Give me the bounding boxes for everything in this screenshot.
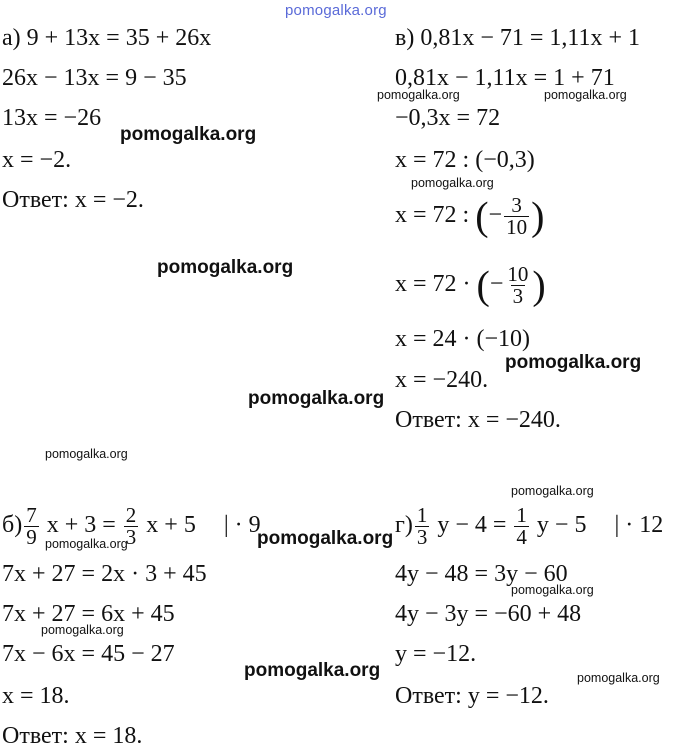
problem-v-answer: Ответ: x = −240. [395, 407, 561, 433]
fraction-denominator: 3 [125, 524, 137, 549]
problem-g-line-2: 4y − 48 = 3y − 60 [395, 561, 568, 587]
watermark: pomogalka.org [248, 388, 385, 409]
problem-v-line-3: −0,3x = 72 [395, 105, 501, 131]
problem-b-line-1 [2, 500, 261, 550]
fraction-7-9 [24, 502, 39, 549]
fraction-1-3 [415, 502, 430, 549]
open-paren: ( [475, 193, 489, 239]
problem-b-line-2: 7x + 27 = 2x · 3 + 45 [2, 561, 207, 587]
watermark: pomogalka.org [41, 623, 124, 637]
problem-g-label: г) [395, 512, 413, 538]
watermark: pomogalka.org [577, 671, 660, 685]
problem-g-mid: y − 4 = [437, 512, 507, 538]
close-paren: ) [532, 262, 546, 308]
problem-b-line-4: 7x − 6x = 45 − 27 [2, 641, 175, 667]
watermark: pomogalka.org [411, 176, 494, 190]
watermark: pomogalka.org [377, 88, 460, 102]
watermark: pomogalka.org [511, 583, 594, 597]
problem-a-line-1: а) 9 + 13x = 35 + 26x [2, 25, 212, 51]
watermark: pomogalka.org [505, 352, 642, 373]
problem-a-line-2: 26x − 13x = 9 − 35 [2, 65, 187, 91]
fraction-denominator: 10 [506, 214, 528, 239]
watermark: pomogalka.org [257, 528, 394, 549]
watermark-top: pomogalka.org [285, 2, 387, 19]
problem-b-line-5: x = 18. [2, 683, 70, 709]
close-paren: ) [531, 193, 545, 239]
watermark: pomogalka.org [45, 537, 128, 551]
problem-v-line-5: x = 72 : (− $\frac{3}{10}$ ) [395, 192, 545, 239]
fraction-numerator: 2 [125, 502, 137, 527]
problem-v-line-1: в) 0,81x − 71 = 1,11x + 1 [395, 25, 641, 51]
problem-v-line-2: 0,81x − 1,11x = 1 + 71 [395, 65, 615, 91]
fraction-denominator: 3 [416, 524, 428, 549]
fraction-numerator: 1 [416, 502, 428, 527]
problem-v-line-4: x = 72 : (−0,3) [395, 147, 535, 173]
fraction-10-3 [505, 261, 530, 308]
problem-b-label: б) [2, 512, 23, 538]
problem-g-end: y − 5 [536, 512, 587, 538]
problem-g-line-3: 4y − 3y = −60 + 48 [395, 601, 582, 627]
problem-b-end: x + 5 [146, 512, 196, 538]
fraction-3-10 [504, 192, 529, 239]
problem-b-answer: Ответ: x = 18. [2, 723, 143, 749]
problem-v-line-6: x = 72 · (− $\frac{10}{3}$ ) [395, 261, 546, 308]
problem-b-mid: x + 3 = [46, 512, 116, 538]
fraction-denominator: 3 [512, 283, 524, 308]
problem-a-answer: Ответ: x = −2. [2, 187, 144, 213]
problem-a-line-3: 13x = −26 [2, 105, 102, 131]
problem-b-line-3: 7x + 27 = 6x + 45 [2, 601, 175, 627]
problem-v-line-5-prefix: x = 72 : [395, 202, 470, 228]
fraction-1-4 [514, 502, 529, 549]
watermark: pomogalka.org [244, 660, 381, 681]
fraction-numerator: 1 [516, 502, 527, 527]
problem-v-line-7: x = 24 · (−10) [395, 326, 531, 352]
problem-g-answer: Ответ: y = −12. [395, 683, 549, 709]
problem-g-multiplier: | · 12 [614, 512, 664, 538]
watermark: pomogalka.org [45, 447, 128, 461]
watermark: pomogalka.org [157, 257, 294, 278]
problem-g-line-4: y = −12. [395, 641, 477, 667]
fraction-denominator: 9 [26, 524, 37, 549]
fraction-numerator: 7 [26, 502, 37, 527]
problem-a-line-4: x = −2. [2, 147, 72, 173]
fraction-numerator: 10 [507, 261, 529, 286]
fraction-denominator: 4 [516, 524, 527, 549]
watermark: pomogalka.org [511, 484, 594, 498]
open-paren: ( [476, 262, 490, 308]
problem-v-line-8: x = −240. [395, 367, 489, 393]
problem-v-line-6-prefix: x = 72 · [395, 271, 471, 297]
watermark: pomogalka.org [120, 124, 257, 145]
fraction-numerator: 3 [511, 192, 522, 217]
watermark: pomogalka.org [544, 88, 627, 102]
problem-g-line-1 [395, 500, 663, 550]
problem-b-multiplier: | · 9 [223, 512, 261, 538]
